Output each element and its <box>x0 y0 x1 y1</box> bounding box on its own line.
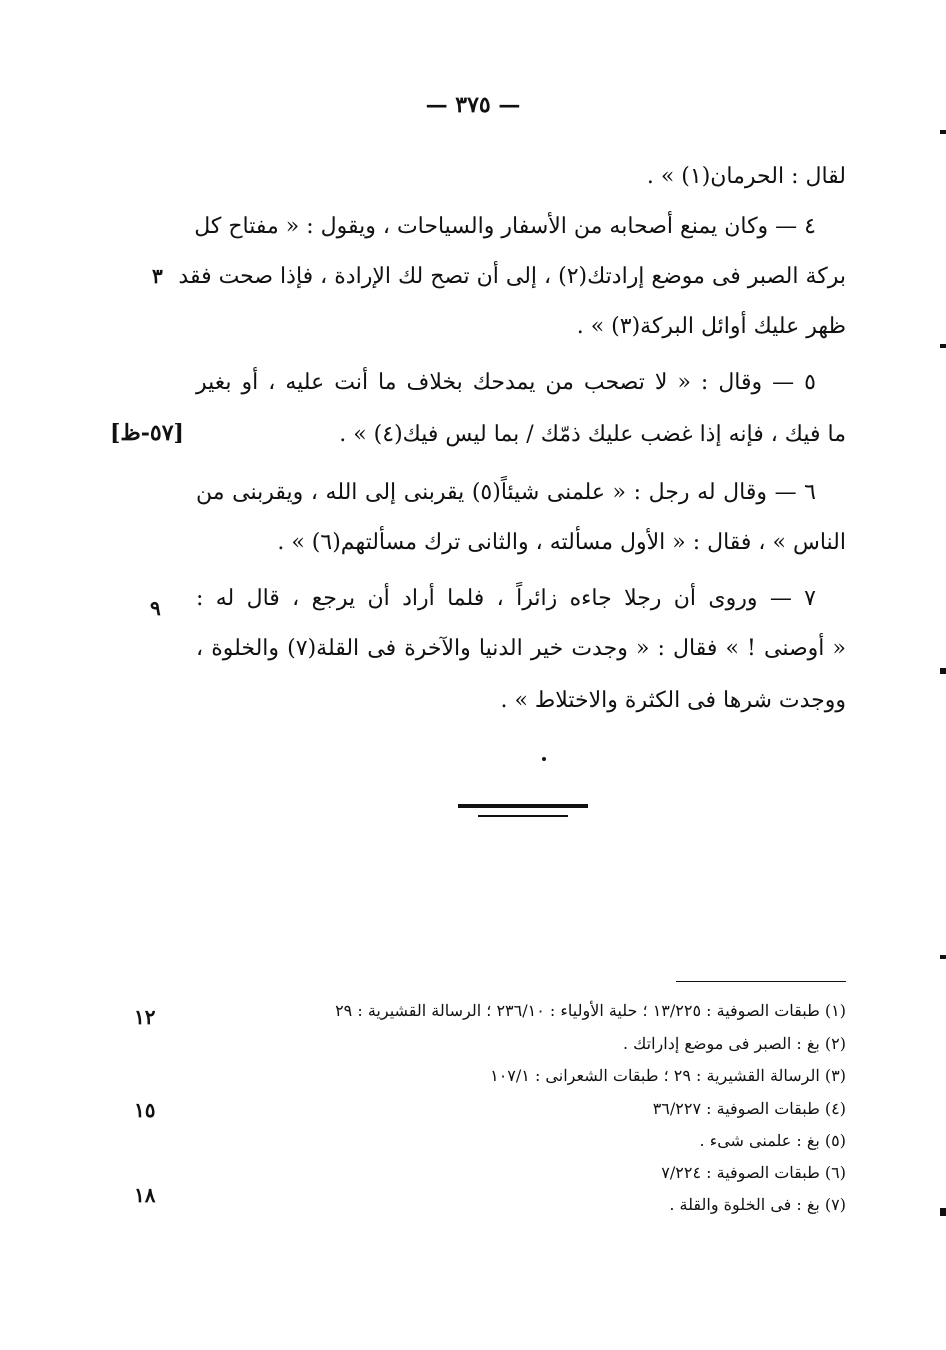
margin-line-number: ١٨ <box>134 1183 156 1207</box>
body-line-7: ٦ — وقال له رجل : « علمنى شيئاً(٥) يقربنى إلى الله ، ويقربنى من <box>196 480 816 505</box>
body-line-11: ووجدت شرها فى الكثرة والاختلاط » . <box>500 688 846 713</box>
footnote-5: (٥) بغ : علمنى شىء . <box>699 1131 846 1150</box>
scan-edge-mark <box>940 1208 946 1216</box>
body-line-5: ٥ — وقال : « لا تصحب من يمدحك بخلاف ما أنت عليه ، أو بغير <box>196 370 816 395</box>
body-line-2: ٤ — وكان يمنع أصحابه من الأسفار والسياحات ، ويقول : « مفتاح كل <box>194 214 816 239</box>
body-line-3: بركة الصبر فى موضع إرادتك(٢) ، إلى أن تصح لك الإرادة ، فإذا صحت فقد <box>178 264 846 289</box>
body-line-10: « أوصنى ! » فقال : « وجدت خير الدنيا والآخرة فى القلة(٧) والخلوة ، <box>196 636 846 661</box>
body-line-9: ٧ — وروى أن رجلا جاءه زائراً ، فلما أراد أن يرجع ، قال له : <box>196 586 816 611</box>
footnote-4: (٤) طبقات الصوفية : ٣٦/٢٢٧ <box>652 1099 846 1118</box>
scan-edge-mark <box>940 668 946 674</box>
section-divider <box>458 804 588 808</box>
body-line-1: لقال : الحرمان(١) » . <box>646 164 846 189</box>
folio-marker: [٥٧-ظ] <box>110 420 184 446</box>
margin-line-number: ٩ <box>150 596 161 620</box>
margin-line-number: ٣ <box>152 264 163 288</box>
body-line-6: ما فيك ، فإنه إذا غضب عليك ذمّك / بما ليس فيك(٤) » . <box>339 422 846 447</box>
ornament-dot <box>542 757 546 761</box>
footnote-2: (٢) بغ : الصبر فى موضع إداراتك . <box>622 1034 846 1053</box>
scan-edge-mark <box>940 344 946 348</box>
footnote-1: (١) طبقات الصوفية : ١٣/٢٢٥ ؛ حلية الأولياء : ٢٣٦/١٠ ؛ الرسالة القشيرية : ٢٩ <box>335 1001 846 1020</box>
margin-line-number: ١٥ <box>134 1098 156 1122</box>
body-line-4: ظهر عليك أوائل البركة(٣) » . <box>576 314 846 339</box>
scan-edge-mark <box>940 955 946 959</box>
margin-line-number: ١٢ <box>134 1005 156 1029</box>
footnote-6: (٦) طبقات الصوفية : ٧/٢٢٤ <box>661 1163 846 1182</box>
scan-edge-mark <box>940 130 946 134</box>
page-number: — ٣٧٥ — <box>425 92 521 118</box>
footnote-7: (٧) بغ : فى الخلوة والقلة . <box>669 1195 846 1214</box>
body-line-8: الناس » ، فقال : « الأول مسألته ، والثانى ترك مسألتهم(٦) » . <box>277 530 846 555</box>
footnote-rule <box>676 981 846 982</box>
section-divider-thin <box>478 815 568 817</box>
footnote-3: (٣) الرسالة القشيرية : ٢٩ ؛ طبقات الشعرانى : ١٠٧/١ <box>490 1066 846 1085</box>
